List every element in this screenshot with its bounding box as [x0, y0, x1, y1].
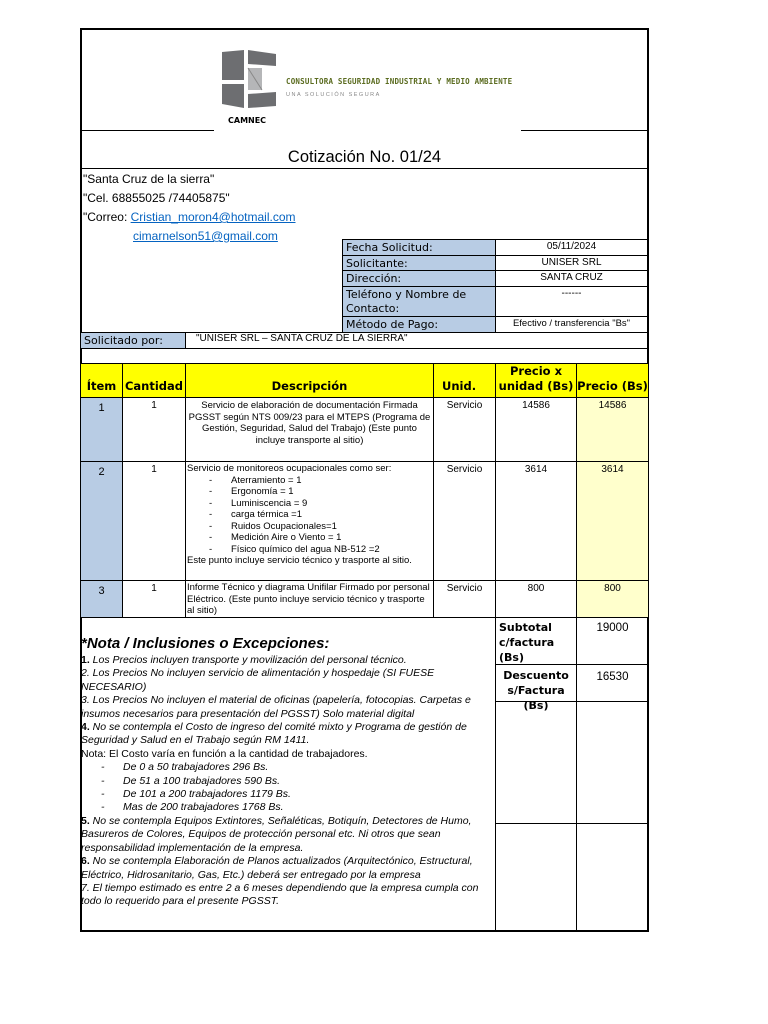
monitoring-item: - carga térmica =1: [209, 509, 303, 520]
header-divider-left: [80, 130, 214, 131]
subtotal-value: 19000: [576, 617, 649, 665]
empty-total-cell: [495, 701, 577, 824]
note-4-bullet: - De 51 a 100 trabajadores 590 Bs.: [101, 774, 281, 787]
note-4-bullet: - De 101 a 200 trabajadores 1179 Bs.: [101, 788, 291, 801]
notes-title: *Nota / Inclusiones o Excepciones:: [81, 635, 330, 652]
row3-unit: Servicio: [433, 580, 496, 618]
row2-desc-intro: Servicio de monitoreos ocupacionales como ser:: [187, 463, 392, 474]
note-2: 2. Los Precios No incluyen servicio de alimentación y hospedaje (SI FUESE NECESARIO): [81, 667, 435, 693]
row2-desc-outro: Este punto incluye servicio técnico y trasporte al sitio.: [187, 555, 412, 566]
discount-value: 16530: [576, 664, 649, 702]
note-4: 4. No se contempla el Costo de ingreso del comité mixto y Programa de gestión de Seguridad y Salud en el Trabajo según RM 1411.: [81, 721, 467, 747]
contact-email-line: [83, 208, 296, 227]
col-price-header: Precio (Bs): [576, 363, 649, 398]
row2-price: 3614: [576, 461, 649, 581]
row3-qty: 1: [122, 580, 186, 618]
monitoring-item: - Medición Aire o Viento = 1: [209, 532, 342, 543]
direccion-value: SANTA CRUZ: [495, 270, 648, 287]
row1-price: 14586: [576, 397, 649, 462]
contact-email-line-2: [83, 227, 296, 246]
title-divider: [80, 168, 649, 169]
note-4-bullet: - Mas de 200 trabajadores 1768 Bs.: [101, 801, 284, 814]
note-6: 6. No se contempla Elaboración de Planos actualizados (Arquitectónico, Estructural, Eléctrico, Hidrosanitario, Gas, Etc.) deberá ser entregado por la empresa: [81, 855, 473, 881]
col-unit-price-header: Precio x unidad (Bs): [495, 363, 577, 398]
header-divider-right: [521, 130, 649, 131]
row2-desc: [185, 461, 434, 581]
discount-label: Descuento s/Factura (Bs): [495, 664, 577, 702]
contact-city: "Santa Cruz de la sierra": [83, 172, 215, 186]
contact-block: [83, 170, 296, 246]
company-short-name: CAMNEC: [228, 116, 267, 125]
email-link-1[interactable]: Cristian_moron4@hotmail.com: [130, 210, 296, 224]
row2-unit: Servicio: [433, 461, 496, 581]
fecha-label: Fecha Solicitud:: [342, 239, 496, 256]
row1-qty: 1: [122, 397, 186, 462]
note-4-cost-note: Nota: El Costo varía en función a la cantidad de trabajadores.: [81, 747, 368, 760]
solicitado-por-label: Solicitado por:: [80, 332, 186, 349]
company-tagline: UNA SOLUCIÓN SEGURA: [286, 92, 381, 98]
monitoring-item: - Ergonomía = 1: [209, 486, 294, 497]
solicitante-label: Solicitante:: [342, 255, 496, 271]
empty-total-cell: [495, 823, 577, 932]
row3-item: 3: [80, 580, 123, 618]
monitoring-item: - Luminiscencia = 9: [209, 497, 308, 509]
monitoring-item: - Ruidos Ocupacionales=1: [209, 520, 337, 532]
row1-desc: Servicio de elaboración de documentación Firmada PGSST según NTS 009/23 para el MTEPS (Programa de Gestión, Seguridad, Salud del Trabajo) (Este punto incluye transporte al sitio): [185, 397, 434, 462]
row2-item: 2: [80, 461, 123, 581]
subtotal-label: Subtotal c/factura (Bs): [495, 617, 577, 665]
notes-section: [81, 634, 494, 909]
metodo-pago-label: Método de Pago:: [342, 316, 496, 333]
empty-total-cell: [576, 701, 649, 824]
contact-phone: "Cel. 68855025 /74405875": [83, 191, 230, 205]
col-qty-header: Cantidad: [122, 363, 186, 398]
row3-desc: Informe Técnico y diagrama Unifilar Firmado por personal Eléctrico. (Este punto incluye servicio técnico y trasporte al sitio): [185, 580, 434, 618]
row1-unit: Servicio: [433, 397, 496, 462]
monitoring-item: - Aterramiento = 1: [209, 474, 302, 486]
note-7: 7. El tiempo estimado es entre 2 a 6 meses dependiendo que la empresa cumpla con todo lo requerido para el presente PGSST.: [81, 881, 479, 908]
email-link-2[interactable]: cimarnelson51@gmail.com: [133, 229, 278, 243]
col-desc-header: Descripción: [185, 363, 434, 398]
row3-price: 800: [576, 580, 649, 618]
solicitante-value: UNISER SRL: [495, 255, 648, 271]
company-name: CONSULTORA SEGURIDAD INDUSTRIAL Y MEDIO AMBIENTE: [286, 77, 513, 86]
note-4-bullet: - De 0 a 50 trabajadores 296 Bs.: [101, 761, 269, 774]
page-title: Cotización No. 01/24: [287, 148, 442, 166]
direccion-label: Dirección:: [342, 270, 496, 287]
col-unit-header: Unid.: [433, 363, 496, 398]
row2-qty: 1: [122, 461, 186, 581]
row3-unit-price: 800: [495, 580, 577, 618]
email-label: "Correo:: [83, 210, 131, 224]
camnec-logo: [214, 46, 278, 112]
row1-item: 1: [80, 397, 123, 462]
row2-unit-price: 3614: [495, 461, 577, 581]
empty-total-cell: [576, 823, 649, 932]
telefono-label: Teléfono y Nombre de Contacto:: [342, 286, 496, 317]
note-1: 1. Los Precios incluyen transporte y movilización del personal técnico.: [81, 654, 407, 666]
note-5: 5. No se contempla Equipos Extintores, Señaléticas, Botiquín, Detectores de Humo, Basureros de Colores, Equipos de protección personal etc. Ni otros que sean responsabilidad implementación de la empresa.: [81, 814, 472, 854]
col-item-header: Ítem: [80, 363, 123, 398]
telefono-value: ------: [495, 286, 648, 317]
row1-unit-price: 14586: [495, 397, 577, 462]
note-3: 3. Los Precios No incluyen el material de oficinas (papelería, fotocopias. Carpetas e insumos necesarios para presentación del PGSST) Solo material digital: [81, 694, 471, 720]
solicitado-por-value: "UNISER SRL – SANTA CRUZ DE LA SIERRA": [185, 332, 649, 349]
fecha-value: 05/11/2024: [495, 239, 648, 256]
metodo-pago-value: Efectivo / transferencia "Bs": [495, 316, 648, 333]
monitoring-item: - Físico químico del agua NB-512 =2: [209, 543, 380, 555]
